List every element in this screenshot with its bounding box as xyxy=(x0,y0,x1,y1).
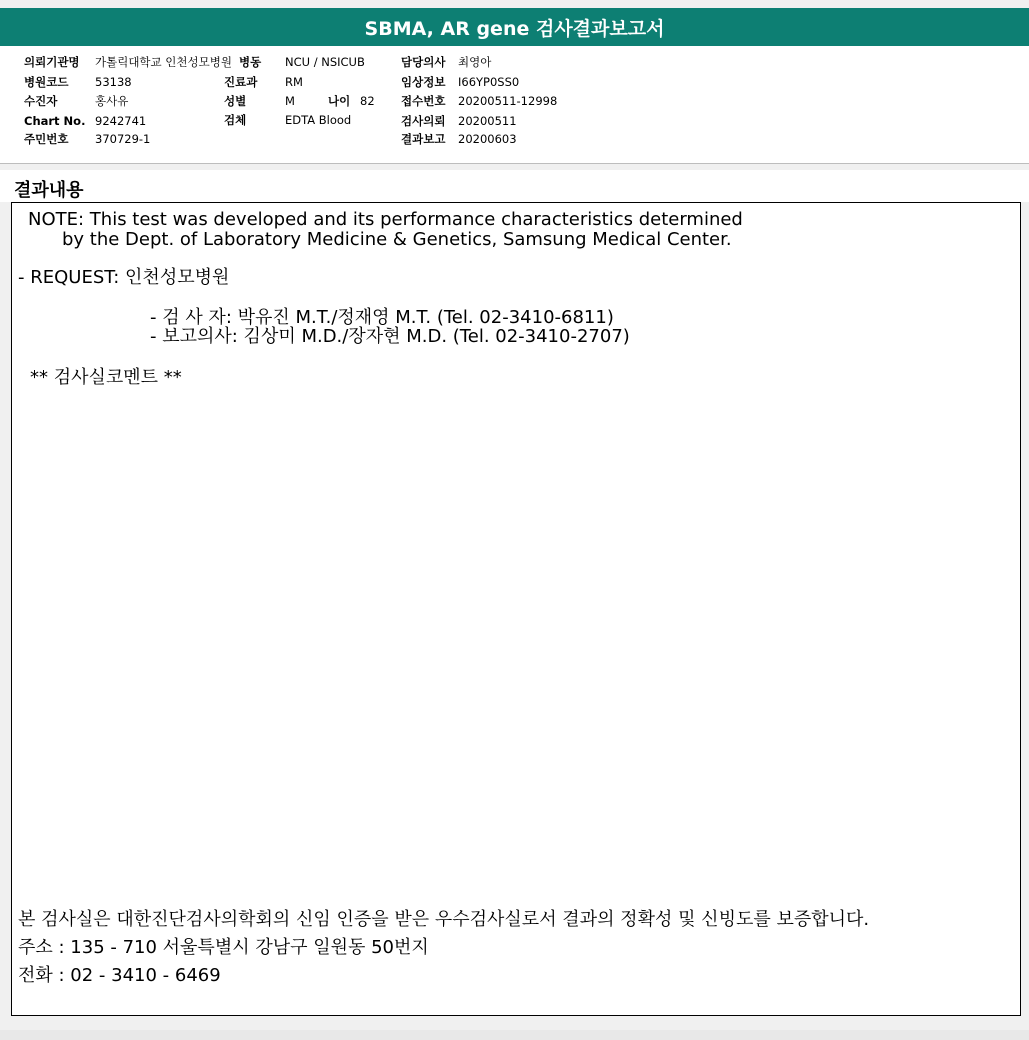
bottom-strip xyxy=(0,1030,1029,1040)
patient-name-value: 홍사유 xyxy=(95,94,129,108)
hospital-code-value: 53138 xyxy=(95,75,132,89)
ward-label: 병동 xyxy=(239,55,262,69)
results-section-header xyxy=(0,170,1029,202)
specimen-label: 검체 xyxy=(224,113,247,127)
tester-line: - 검 사 자: 박유진 M.T./정재영 M.T. (Tel. 02-3410-6811) xyxy=(150,307,614,328)
report-date-value: 20200603 xyxy=(458,132,517,146)
lab-comment-heading: ** 검사실코멘트 ** xyxy=(30,367,182,388)
department-label: 진료과 xyxy=(224,75,258,89)
note-line-2: by the Dept. of Laboratory Medicine & Genetics, Samsung Medical Center. xyxy=(62,229,732,250)
certification-statement: 본 검사실은 대한진단검사의학회의 신임 인증을 받은 우수검사실로서 결과의 정확성 및 신빙도를 보증합니다. xyxy=(18,909,870,930)
chart-number-value: 9242741 xyxy=(95,114,147,128)
institution-value: 가톨릭대학교 인천성모병원 xyxy=(95,55,232,69)
doctor-label: 담당의사 xyxy=(401,55,446,69)
reporter-line: - 보고의사: 김상미 M.D./장자현 M.D. (Tel. 02-3410-2707) xyxy=(150,326,630,347)
report-title-bar xyxy=(0,8,1029,46)
request-line: - REQUEST: 인천성모병원 xyxy=(18,267,230,288)
resident-number-value: 370729-1 xyxy=(95,132,151,146)
department-value: RM xyxy=(285,75,303,89)
age-label: 나이 xyxy=(328,94,351,108)
report-title: SBMA, AR gene 검사결과보고서 xyxy=(364,17,665,40)
request-date-label: 검사의뢰 xyxy=(401,114,446,128)
chart-number-label: Chart No. xyxy=(24,114,86,128)
request-date-value: 20200511 xyxy=(458,114,517,128)
receipt-number-value: 20200511-12998 xyxy=(458,94,558,108)
results-content-box xyxy=(11,202,1021,1016)
clinical-info-label: 임상정보 xyxy=(401,75,446,89)
hospital-code-label: 병원코드 xyxy=(24,75,69,89)
sex-label: 성별 xyxy=(224,94,247,108)
results-section-title: 결과내용 xyxy=(14,180,84,201)
clinical-info-value: I66YP0SS0 xyxy=(458,75,520,89)
patient-name-label: 수진자 xyxy=(24,94,58,108)
receipt-number-label: 접수번호 xyxy=(401,94,446,108)
age-value: 82 xyxy=(360,94,375,108)
ward-value: NCU / NSICUB xyxy=(285,55,365,69)
specimen-value: EDTA Blood xyxy=(285,113,352,127)
resident-number-label: 주민번호 xyxy=(24,132,69,146)
institution-label: 의뢰기관명 xyxy=(24,55,80,69)
note-line-1: NOTE: This test was developed and its performance characteristics determined xyxy=(28,209,743,230)
sex-value: M xyxy=(285,94,295,108)
patient-info-panel xyxy=(0,46,1029,164)
lab-address: 주소 : 135 - 710 서울특별시 강남구 일원동 50번지 xyxy=(18,937,429,958)
report-date-label: 결과보고 xyxy=(401,132,446,146)
doctor-value: 최영아 xyxy=(458,55,492,69)
lab-phone: 전화 : 02 - 3410 - 6469 xyxy=(18,965,221,986)
